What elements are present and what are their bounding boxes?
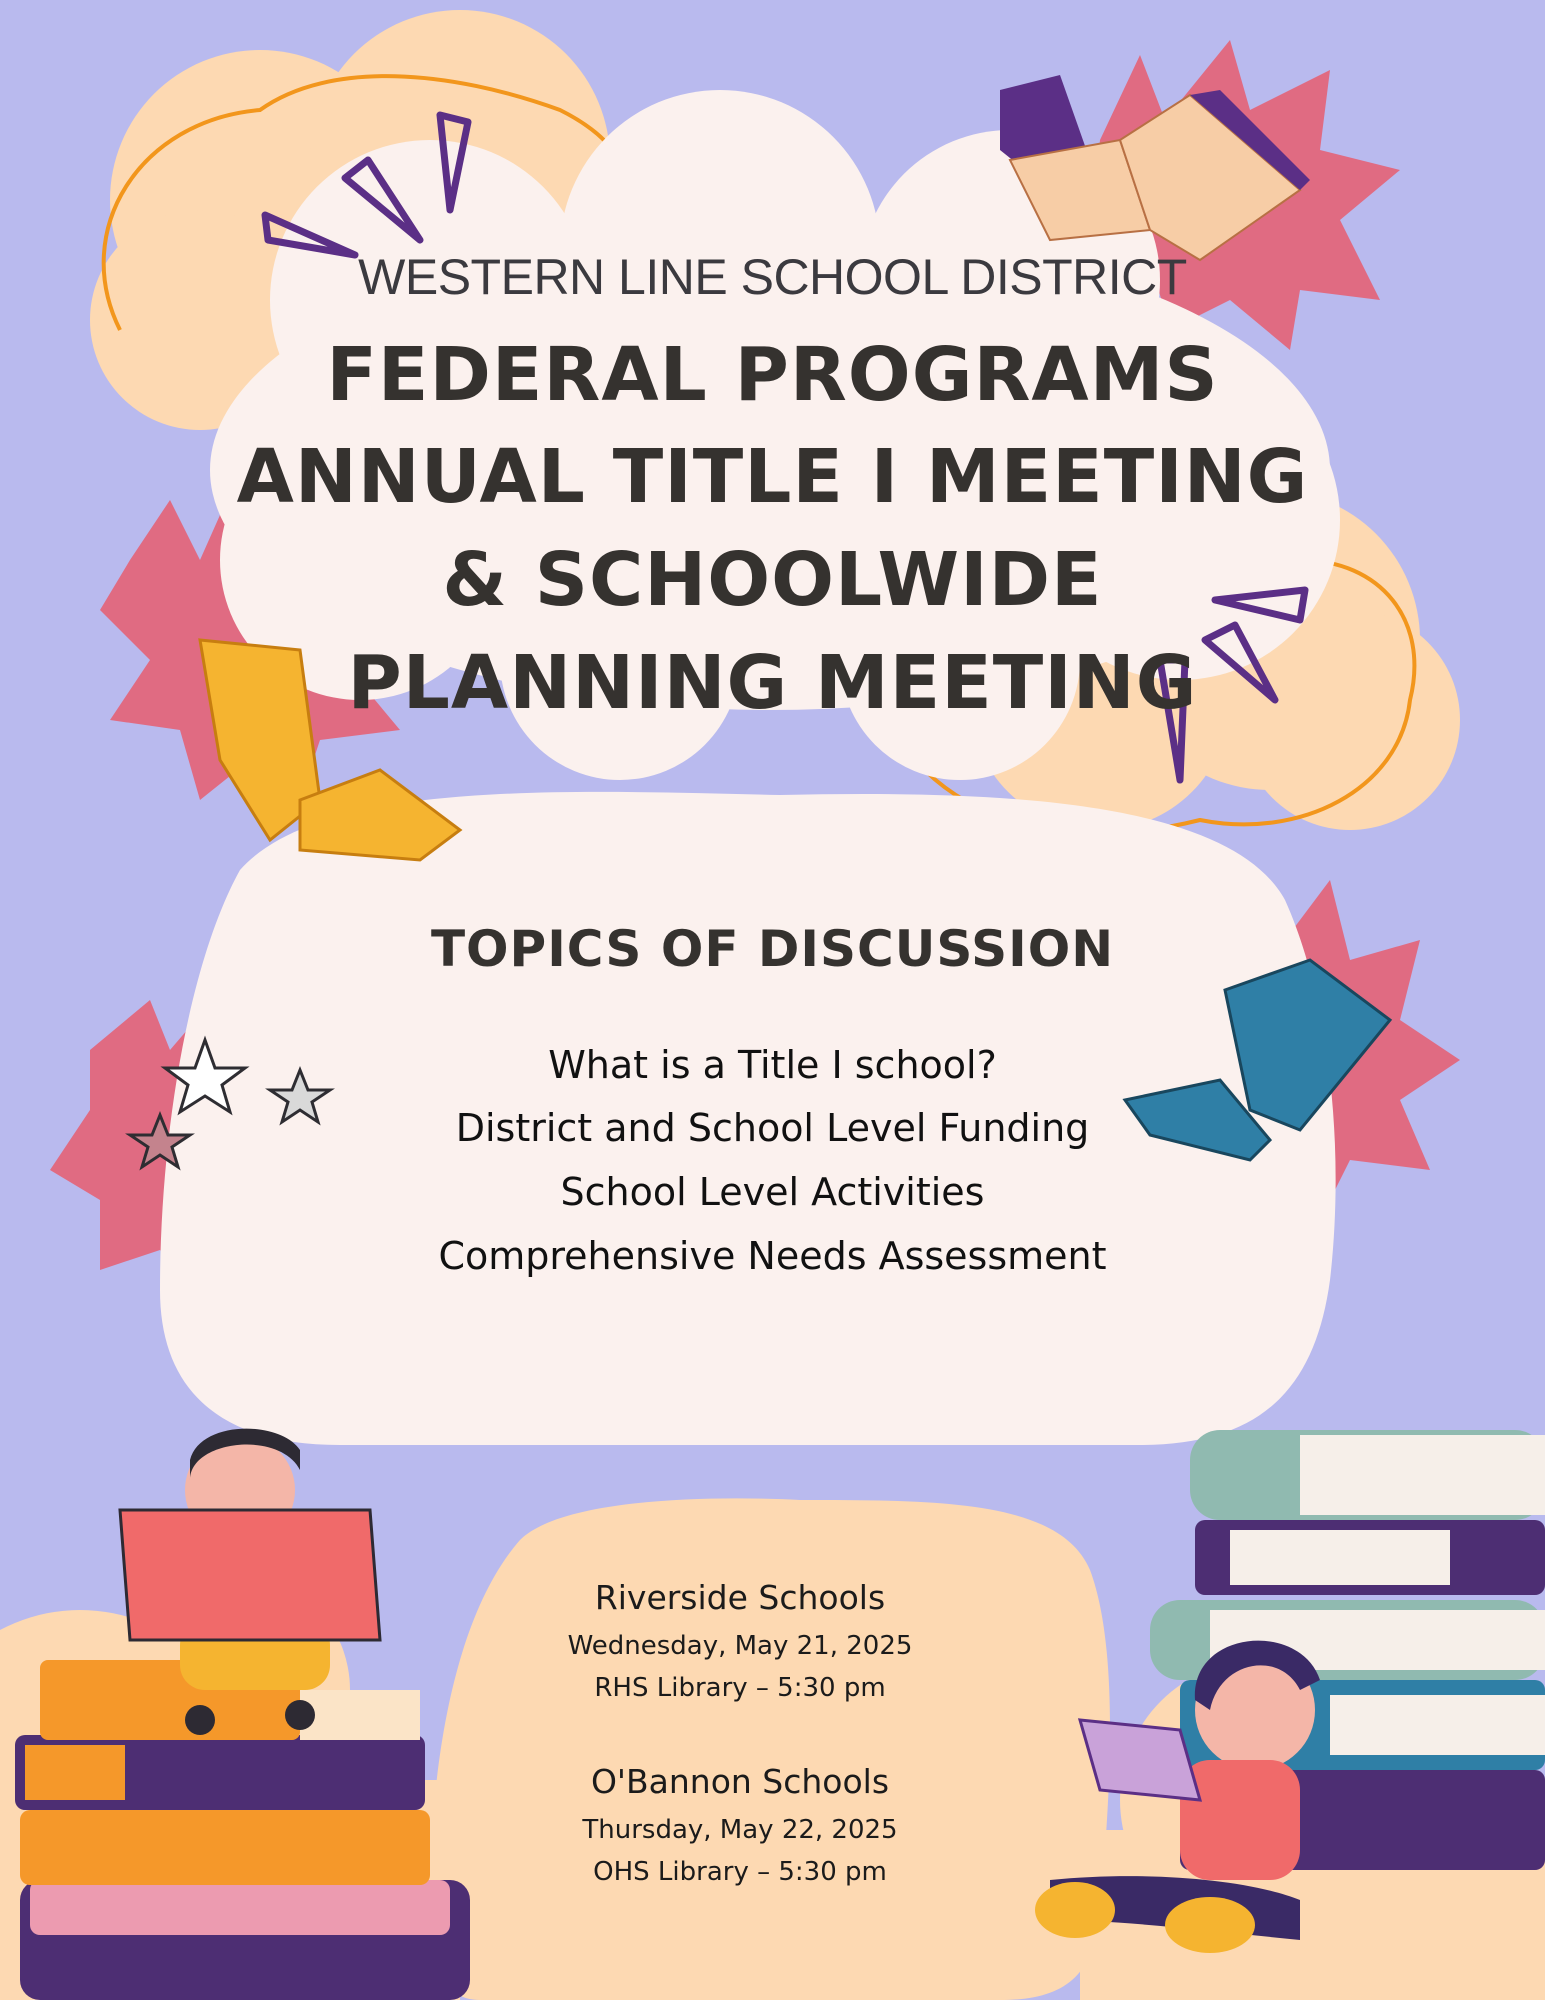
- topic-item: Comprehensive Needs Assessment: [438, 1234, 1107, 1278]
- event-school-name: Riverside Schools: [594, 1578, 886, 1617]
- event-blob: [430, 1498, 1110, 2000]
- title-line-3: & SCHOOLWIDE: [442, 537, 1103, 623]
- book-stack-icon: [15, 1660, 470, 2000]
- event-school-name: O'Bannon Schools: [590, 1762, 890, 1801]
- district-name: WESTERN LINE SCHOOL DISTRICT: [358, 249, 1187, 305]
- topic-item: What is a Title I school?: [548, 1043, 997, 1087]
- topic-item: School Level Activities: [560, 1170, 985, 1214]
- event-location-time: RHS Library – 5:30 pm: [594, 1673, 886, 1703]
- title-line-2: ANNUAL TITLE I MEETING: [236, 434, 1309, 520]
- event-date: Thursday, May 22, 2025: [582, 1815, 898, 1845]
- event-location-time: OHS Library – 5:30 pm: [593, 1857, 887, 1887]
- title-line-1: FEDERAL PROGRAMS: [326, 332, 1219, 418]
- title-line-4: PLANNING MEETING: [347, 640, 1198, 726]
- event-date: Wednesday, May 21, 2025: [567, 1631, 913, 1661]
- topic-item: District and School Level Funding: [455, 1106, 1090, 1150]
- topics-heading: TOPICS OF DISCUSSION: [430, 920, 1115, 978]
